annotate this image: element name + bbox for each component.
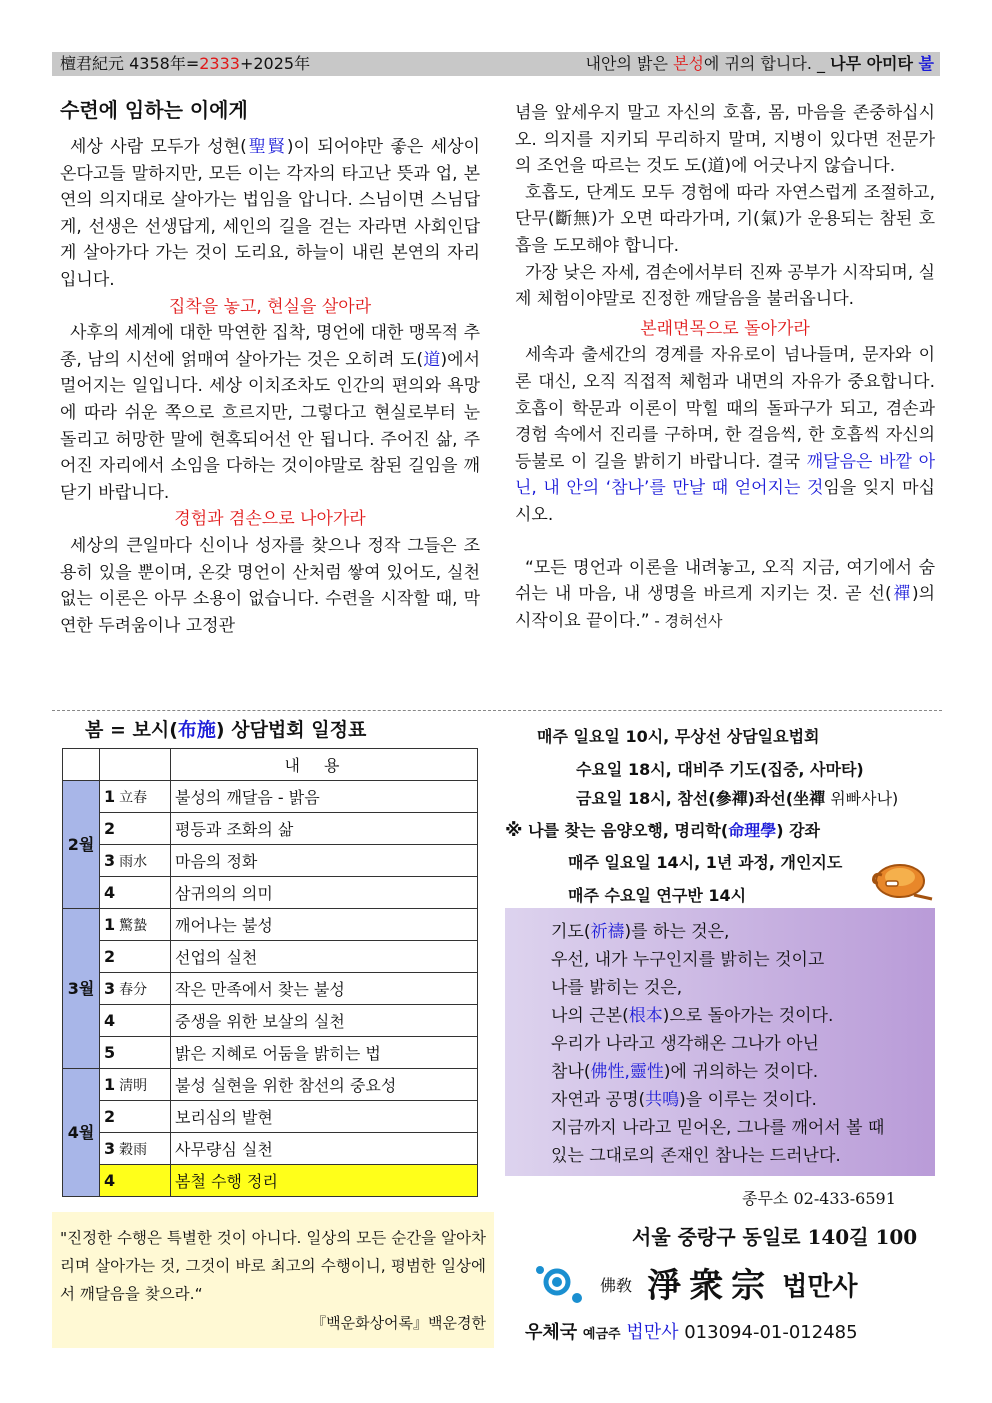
header-empty-cell (100, 749, 171, 781)
article-column-left (60, 134, 480, 639)
article-title: 수련에 임하는 이에게 (60, 98, 248, 122)
weekly-sunday: 매주 일요일 10시, 무상선 상담일요법회 (537, 727, 820, 746)
office-phone: 종무소 02-433-6591 (742, 1189, 896, 1208)
paragraph-1: 세상 사람 모두가 성현(聖賢)이 되어야만 좋은 세상이 온다고들 말하지만, 모든 이는 각자의 타고난 뜻과 업, 본연의 의지대로 살아가는 법임을 압니다. 스님이면 스님답게, 선생은 선생답게, 세인의 길을 걷는 자라면 사회인답게 살아가다 가는 것이 도리요, 하늘이 내린 본연의 자리입니다. (60, 137, 480, 290)
motto: 내안의 밝은 본성에 귀의 합니다. _ 나무 아미타 불 (585, 54, 934, 73)
month-april: 4월 (63, 1069, 100, 1197)
schedule-table (62, 748, 478, 1197)
lecture-class-wednesday: 매주 수요일 연구반 14시 (568, 886, 747, 905)
subheading-1: 집착을 놓고, 현실을 살아라 (168, 296, 372, 317)
month-march: 3월 (63, 909, 100, 1069)
header-content: 내용 (171, 749, 478, 781)
table-row: 3 穀雨 사무량심 실천 (63, 1133, 478, 1165)
table-row: 4 삼귀의의 의미 (63, 877, 478, 909)
table-row: 2 평등과 조화의 삶 (63, 813, 478, 845)
closing-quote: “모든 명언과 이론을 내려놓고, 오직 지금, 여기에서 숨 쉬는 내 마음, 내 생명을 바르게 지키는 것. 곧 선(禪)의 시작이요 끝이다.” - 경허선사 (515, 557, 936, 631)
table-header-row (63, 749, 478, 781)
paragraph-2: 사후의 세계에 대한 막연한 집착, 명언에 대한 맹목적 추종, 남의 시선에 얽매여 살아가는 것은 오히려 도(道)에서 멀어지는 일입니다. 세상 이치조차도 인간의 편의와 욕망에 따라 쉬운 쪽으로 흐르지만, 그렇다고 현실로부터 눈 돌리고 허망한 말에 현혹되어선 안 됩니다. 주어진 삶, 주어진 자리에서 소임을 다하는 것이야말로 참된 길임을 깨닫기 바랍니다. (60, 323, 481, 503)
quote-box (52, 1212, 494, 1348)
table-row: 3 雨水 마음의 정화 (63, 845, 478, 877)
table-row: 2월 1 立春 불성의 깨달음 - 밝음 (63, 781, 478, 813)
table-row: 3월 1 驚蟄 깨어나는 불성 (63, 909, 478, 941)
subheading-3: 본래면목으로 돌아가라 (640, 318, 810, 339)
temple-name: 佛敎 淨衆宗 법만사 (600, 1266, 858, 1306)
temple-logo-icon (533, 1262, 589, 1306)
lecture-class-sunday: 매주 일요일 14시, 1년 과정, 개인지도 (568, 853, 843, 872)
table-row-highlighted: 4 봄철 수행 정리 (63, 1165, 478, 1197)
header-empty-cell (63, 749, 100, 781)
table-row: 2 선업의 실천 (63, 941, 478, 973)
quote-text: "진정한 수행은 특별한 것이 아니다. 일상의 모든 순간을 알아차리며 살아가는 것, 그것이 바로 최고의 수행이니, 평범한 일상에서 깨달음을 찾으라.“ (60, 1229, 486, 1303)
article-column-right (515, 100, 935, 634)
paragraph-6: 세속과 출세간의 경계를 자유로이 넘나들며, 문자와 이론 대신, 오직 직접적 체험과 내면의 자유가 중요합니다. 호흡이 학문과 이론이 막힐 때의 돌파구가 되고, 겸손과 경험 속에서 진리를 구하며, 한 걸음씩, 한 호흡씩 자신의 등불로 이 길을 밝히기 바랍니다. 결국 깨달음은 바깥 아닌, 내 안의 ‘참나’를 만날 때 얻어지는 것임을 잊지 마십시오. (515, 345, 935, 525)
section-divider (52, 710, 942, 711)
paragraph-3-cont: 념을 앞세우지 말고 자신의 호흡, 몸, 마음을 존중하십시오. 의지를 지키되 무리하지 말며, 지병이 있다면 전문가의 조언을 따르는 것도 도(道)에 어긋나지 않습니다. (515, 103, 935, 177)
lecture-note: ※ 나를 찾는 음양오행, 명리학(命理學) 강좌 (505, 820, 821, 841)
moktak-icon (870, 855, 934, 901)
calendar-years: 檀君紀元 4358年=2333+2025年 (60, 54, 311, 73)
paragraph-5: 가장 낮은 자세, 겸손에서부터 진짜 공부가 시작되며, 실제 체험이야말로 진정한 깨달음을 불러옵니다. (515, 262, 935, 310)
paragraph-3: 세상의 큰일마다 신이나 성자를 찾으나 정작 그들은 조용히 있을 뿐이며, 온갖 명언이 산처럼 쌓여 있어도, 실천 없는 이론은 아무 소용이 없습니다. 수련을 시작할 때, 막연한 두려움이나 고정관 (60, 535, 480, 636)
table-row: 4 중생을 위한 보살의 실천 (63, 1005, 478, 1037)
temple-address: 서울 중랑구 동일로 140길 100 (632, 1225, 918, 1249)
header-bar (52, 52, 940, 76)
paragraph-4: 호흡도, 단계도 모두 경험에 따라 자연스럽게 조절하고, 단무(斷無)가 오면 따라가며, 기(氣)가 운용되는 참된 호흡을 도모해야 합니다. (515, 182, 935, 256)
month-february: 2월 (63, 781, 100, 909)
buddhist-year: 2333 (199, 54, 240, 73)
table-row: 3 春分 작은 만족에서 찾는 불성 (63, 973, 478, 1005)
weekly-wednesday: 수요일 18시, 대비주 기도(집중, 사마타) (576, 760, 864, 779)
quote-author: - 경허선사 (649, 611, 723, 630)
prayer-text: 기도(祈禱)를 하는 것은, 우선, 내가 누구인지를 밝히는 것이고 나를 밝히는 것은, 나의 근본(根本)으로 돌아가는 것이다. 우리가 나라고 생각해온 그나가 아닌 참나(佛性,靈性)에 귀의하는 것이다. 자연과 공명(共鳴)을 이루는 것이다. 지금까지 나라고 믿어온, 그나를 깨어서 볼 때 있는 그대로의 존재인 참나는 드러난다. (551, 922, 885, 1166)
table-row: 2 보리심의 발현 (63, 1101, 478, 1133)
table-row: 4월 1 淸明 불성 실현을 위한 참선의 중요성 (63, 1069, 478, 1101)
table-row: 5 밝은 지혜로 어둠을 밝히는 법 (63, 1037, 478, 1069)
subheading-2: 경험과 겸손으로 나아가라 (174, 509, 366, 530)
bank-account: 우체국 예금주 법만사 013094-01-012485 (525, 1322, 858, 1343)
weekly-friday: 금요일 18시, 참선(參禪)좌선(坐禪 위빠사나) (576, 789, 899, 808)
quote-source: 『백운화상어록』백운경한 (311, 1314, 486, 1332)
schedule-title: 봄 = 보시(布施) 상담법회 일정표 (85, 719, 367, 741)
